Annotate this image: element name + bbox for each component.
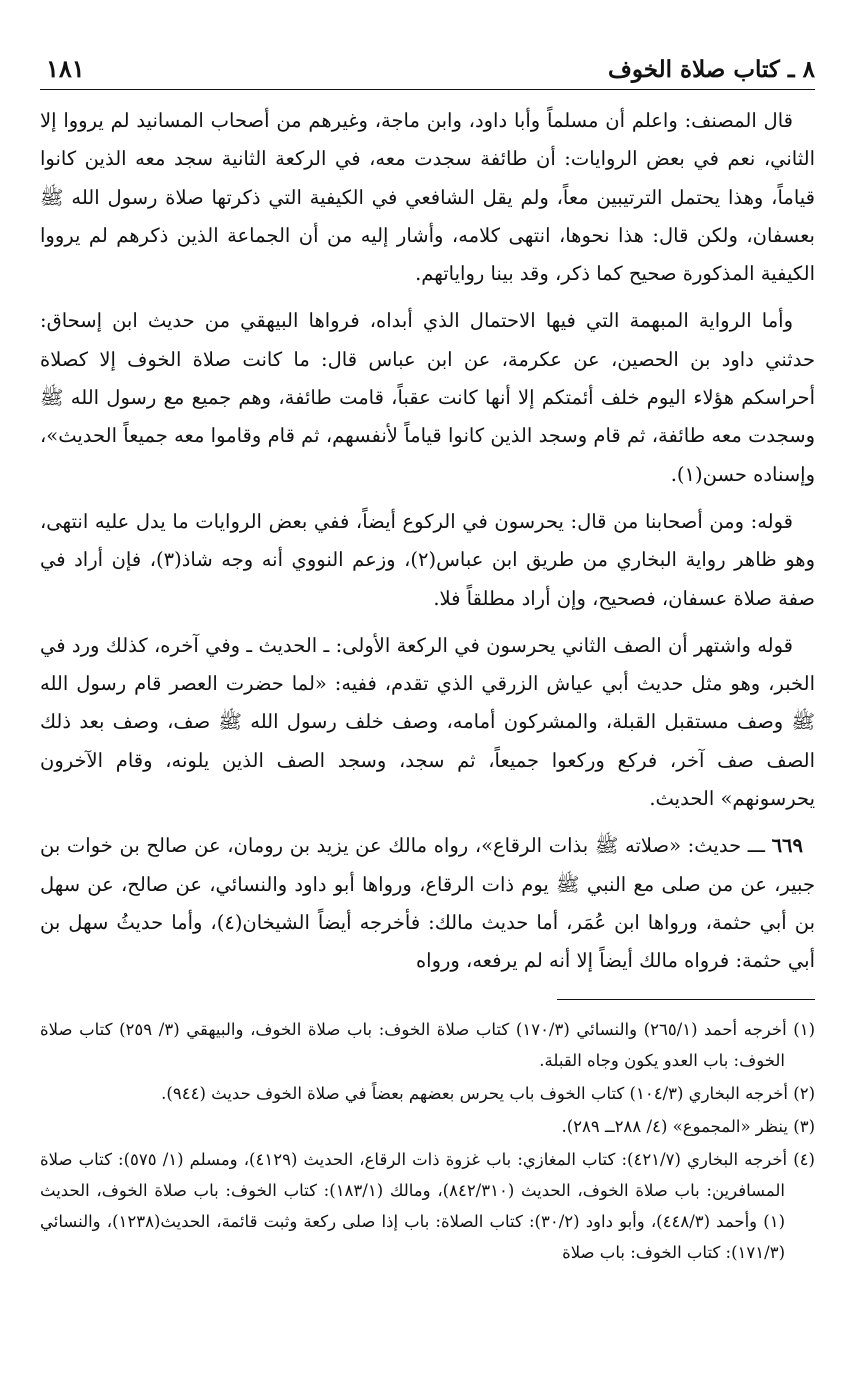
footnote: (٢) أخرجه البخاري (١٠٤/٣) كتاب الخوف باب يحرس بعضهم بعضاً في صلاة الخوف حديث (٩٤٤).	[161, 1083, 815, 1103]
paragraph: وأما الرواية المبهمة التي فيها الاحتمال الذي أبداه، فرواها البيهقي من حديث ابن إسحاق: حدثني داود بن الحصين، عن عكرمة، عن ابن عباس قال: ما كانت صلاة الخوف إلا كصلاة أحراسكم هؤلاء اليوم خلف أئمتكم إلا أنها كانت عقباً، قامت طائفة، وهم جميع مع رسول الله ﷺ وسجدت معه طائفة، ثم قام وسجد الذين كانوا قياماً لأنفسهم، ثم قام وقاموا معه جميعاً الحديث»، وإسناده حسن(١).	[40, 309, 815, 486]
footnotes	[40, 1014, 815, 1268]
paragraph: قوله واشتهر أن الصف الثاني يحرسون في الركعة الأولى: ـ الحديث ـ وفي آخره، كذلك ورد في الخبر، وهو مثل حديث أبي عياش الزرقي الذي تقدم، ففيه: «لما حضرت العصر قام رسول الله ﷺ وصف مستقبل القبلة، والمشركون أمامه، وصف خلف رسول الله ﷺ صف، وصف بعد ذلك الصف صف آخر، فركع وركعوا جميعاً، ثم سجد، وسجد الصف الذين يلونه، وقام الآخرون يحرسونهم» الحديث.	[40, 633, 815, 811]
paragraph: قوله: ومن أصحابنا من قال: يحرسون في الركوع أيضاً، ففي بعض الروايات ما يدل عليه انتهى، وهو ظاهر رواية البخاري من طريق ابن عباس(٢)، وزعم النووي أنه وجه شاذ(٣)، فإن أراد في صفة صلاة عسفان، فصحيح، وإن أراد مطلقاً فلا.	[40, 509, 815, 610]
page-header	[40, 44, 815, 90]
footnote: (٣) ينظر «المجموع» (٤/ ٢٨٨ــ ٢٨٩).	[561, 1116, 815, 1136]
hadith-paragraph	[40, 827, 815, 980]
paragraph: قال المصنف: واعلم أن مسلماً وأبا داود، وابن ماجة، وغيرهم من أصحاب المسانيد لم يرووا إلا الثاني، نعم في بعض الروايات: أن طائفة سجدت معه، في الركعة الثانية سجد معه الذين كانوا قياماً، وهذا يحتمل الترتيبين معاً، ولم يقل الشافعي في الكيفية التي ذكرتها صلاة رسول الله ﷺ بعسفان، ولكن قال: هذا نحوها، انتهى كلامه، وأشار إليه من أن الجماعة الذين ذكرهم لم يرووا الكيفية المذكورة صحيح كما ذكر، وقد بينا رواياتهم.	[40, 109, 815, 286]
book-page	[40, 44, 815, 1364]
hadith-text: ـــ حديث: «صلاته ﷺ بذات الرقاع»، رواه مالك عن يزيد بن رومان، عن صالح بن خوات بن جبير، عن من صلى مع النبي ﷺ يوم ذات الرقاع، ورواها أبو داود والنسائي، عن صالح، عن سهل بن أبي حثمة، ورواها ابن عُمَر، أما حديث مالك: فأخرجه أيضاً الشيخان(٤)، وأما حديثُ سهل بن أبي حثمة: فرواه مالك أيضاً إلا أنه لم يرفعه، ورواه	[40, 834, 815, 973]
hadith-number: ٦٦٩	[771, 834, 803, 858]
footnote: (٤) أخرجه البخاري (٤٢١/٧): كتاب المغازي: باب غزوة ذات الرقاع، الحديث (٤١٢٩)، ومسلم (١/ ٥٧٥): كتاب صلاة المسافرين: باب صلاة الخوف، الحديث (٨٤٢/٣١٠)، ومالك (١٨٣/١): كتاب الخوف: باب صلاة الخوف، الحديث (١) وأحمد (٤٤٨/٣)، وأبو داود (٣٠/٢): كتاب الصلاة: باب إذا صلى ركعة وثبت قائمة، الحديث(١٢٣٨)، والنسائي (١٧١/٣): كتاب الخوف: باب صلاة	[40, 1149, 815, 1262]
chapter-title: ٨ ـ كتاب صلاة الخوف	[608, 56, 815, 83]
main-text	[40, 102, 815, 981]
footnote-divider	[557, 999, 815, 1000]
footnote: (١) أخرجه أحمد (٢٦٥/١) والنسائي (١٧٠/٣) كتاب صلاة الخوف: باب صلاة الخوف، والبيهقي (٣/ ٢٥٩) كتاب صلاة الخوف: باب العدو يكون وجاه القبلة.	[40, 1019, 816, 1070]
page-number: ١٨١	[46, 54, 85, 83]
